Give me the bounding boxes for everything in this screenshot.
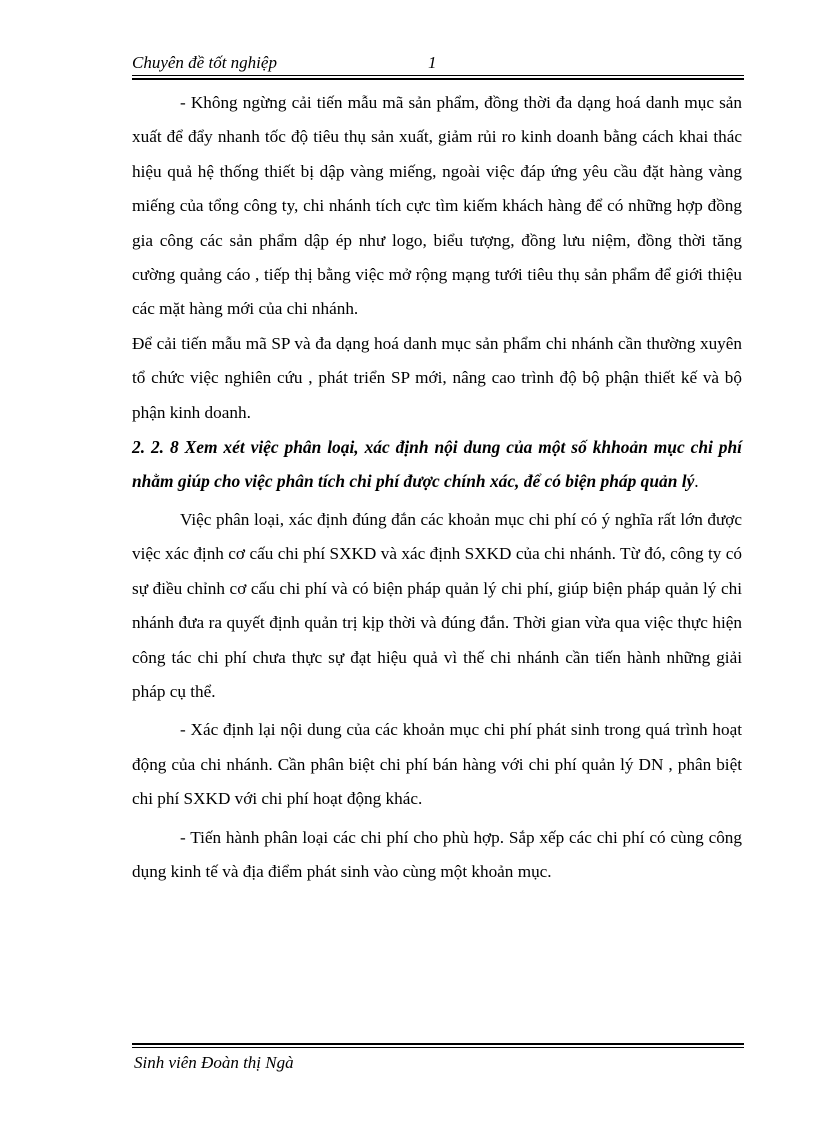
document-body	[132, 86, 742, 889]
footer-rule	[132, 1047, 744, 1048]
paragraph: - Không ngừng cải tiến mẫu mã sản phẩm, đồng thời đa dạng hoá danh mục sản xuất để đẩy nhanh tốc độ tiêu thụ sản xuất, giảm rủi ro kinh doanh bằng cách khai thác hiệu quả hệ thống thiết bị dập vàng miếng, ngoài việc đáp ứng yêu cầu đặt hàng vàng miếng của tổng công ty, chi nhánh tích cực tìm kiếm khách hàng để có những hợp đồng gia công các sản phẩm dập ép như logo, biểu tượng, đồng lưu niệm, đồng thời tăng cường quảng cáo , tiếp thị bằng việc mở rộng mạng tưới tiêu thụ sản phẩm để giới thiệu các mặt hàng mới của chi nhánh.	[132, 93, 742, 319]
paragraph: Để cải tiến mẫu mã SP và đa dạng hoá danh mục sản phẩm chi nhánh cần thường xuyên tổ chức việc nghiên cứu , phát triển SP mới, nâng cao trình độ bộ phận thiết kế và bộ phận kinh doanh.	[132, 333, 742, 422]
page-number: 1	[428, 53, 437, 72]
paragraph: - Tiến hành phân loại các chi phí cho phù hợp. Sắp xếp các chi phí có cùng công dụng kinh tế và địa điểm phát sinh vào cùng một khoản mục.	[132, 827, 742, 881]
paragraph: - Xác định lại nội dung của các khoản mục chi phí phát sinh trong quá trình hoạt động của chi nhánh. Cần phân biệt chi phí bán hàng với chi phí quản lý DN , phân biệt chi phí SXKD với chi phí hoạt động khác.	[132, 720, 742, 809]
section-heading-text: 2. 2. 8 Xem xét việc phân loại, xác định nội dung của một số khhoản mục chi phí nhằm giúp cho việc phân tích chi phí được chính xác, để có biện pháp quản lý	[132, 437, 742, 492]
header-rule	[132, 75, 744, 76]
paragraph: Việc phân loại, xác định đúng đắn các khoản mục chi phí có ý nghĩa rất lớn được việc xác định cơ cấu chi phí SXKD và xác định SXKD của chi nhánh. Từ đó, công ty có sự điều chỉnh cơ cấu chi phí và có biện pháp quản lý chi phí, giúp biện pháp quản lý chi nhánh đưa ra quyết định quản trị kịp thời và đúng đắn. Thời gian vừa qua việc thực hiện công tác chi phí chưa thực sự đạt hiệu quả vì thế chi nhánh cần tiến hành những giải pháp cụ thể.	[132, 509, 742, 701]
footer-rule-thick	[132, 1043, 744, 1045]
footer-author: Sinh viên Đoàn thị Ngà	[134, 1053, 294, 1072]
header-rule-thick	[132, 78, 744, 80]
page-header	[132, 52, 744, 74]
section-heading	[132, 430, 742, 499]
header-title: Chuyên đề tốt nghiệp	[132, 53, 277, 72]
section-heading-period: .	[694, 471, 699, 492]
